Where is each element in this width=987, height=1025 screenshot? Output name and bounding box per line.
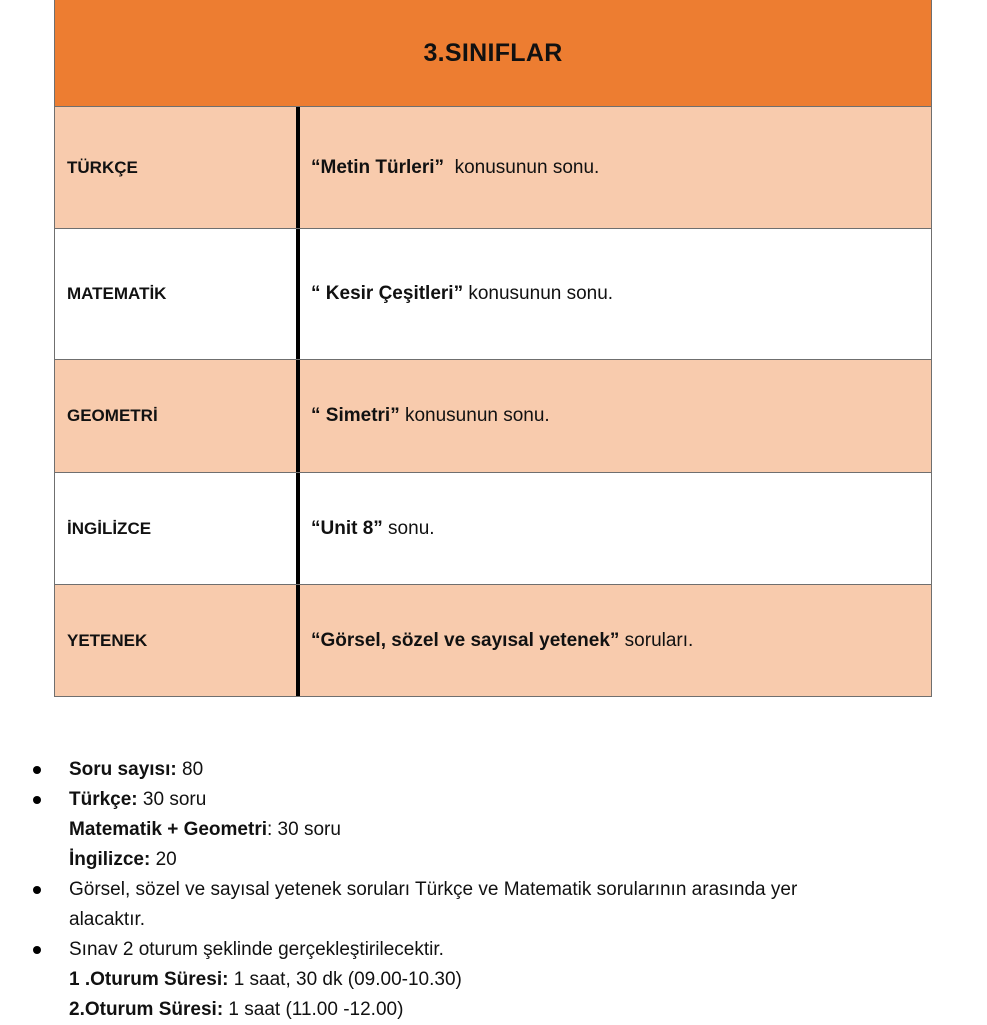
topic-title: “ Simetri”: [311, 405, 400, 426]
topic-title: “ Kesir Çeşitleri”: [311, 283, 464, 304]
topic-suffix: konusunun sonu.: [399, 405, 550, 426]
table-row: [55, 473, 931, 585]
english-value: 20: [150, 849, 177, 870]
table-row: [55, 360, 931, 473]
subject-cell: MATEMATİK: [55, 229, 300, 359]
session1-label: 1 .Oturum Süresi:: [69, 969, 229, 990]
curriculum-table: [54, 0, 932, 697]
notes-list: [30, 755, 950, 1025]
session1-value: 1 saat, 30 dk (09.00-10.30): [228, 969, 462, 990]
math-geometry-value: : 30 soru: [267, 819, 341, 840]
topic-cell: [300, 585, 931, 696]
aptitude-note-line1: Görsel, sözel ve sayısal yetenek soruları Türkçe ve Matematik sorularının arasında yer: [69, 879, 798, 900]
session-note: Sınav 2 oturum şeklinde gerçekleştirilecektir.: [69, 939, 444, 960]
list-item: [30, 875, 950, 935]
topic-suffix: soruları.: [619, 629, 694, 651]
aptitude-note-line2: alacaktır.: [69, 909, 146, 930]
bullet-icon: [33, 766, 41, 774]
subject-cell: İNGİLİZCE: [55, 473, 300, 584]
list-item: [30, 785, 950, 875]
topic-suffix: sonu.: [382, 517, 435, 539]
topic-cell: [300, 360, 931, 472]
session2-label: 2.Oturum Süresi:: [69, 999, 224, 1020]
question-count-value: 80: [176, 759, 204, 780]
table-row: [55, 585, 931, 696]
topic-title: “Görsel, sözel ve sayısal yetenek”: [311, 629, 620, 651]
subject-cell: YETENEK: [55, 585, 300, 696]
math-geometry-label: Matematik + Geometri: [69, 819, 267, 840]
topic-title: “Unit 8”: [311, 517, 383, 539]
table-title: 3.SINIFLAR: [423, 38, 563, 67]
turkish-value: 30 soru: [137, 789, 207, 810]
subject-cell: TÜRKÇE: [55, 107, 300, 228]
turkish-label: Türkçe:: [69, 789, 138, 810]
bullet-icon: [33, 886, 41, 894]
topic-cell: [300, 229, 931, 359]
topic-suffix: konusunun sonu.: [463, 283, 614, 304]
session2-value: 1 saat (11.00 -12.00): [223, 999, 404, 1020]
english-label: İngilizce:: [69, 849, 151, 870]
table-title-row: [55, 0, 931, 107]
list-item: [30, 935, 950, 1025]
topic-cell: [300, 107, 931, 228]
question-count-label: Soru sayısı:: [69, 759, 177, 780]
bullet-icon: [33, 796, 41, 804]
subject-cell: GEOMETRİ: [55, 360, 300, 472]
topic-title: “Metin Türleri”: [311, 156, 445, 178]
topic-suffix: konusunun sonu.: [444, 156, 600, 178]
table-row: [55, 229, 931, 360]
topic-cell: [300, 473, 931, 584]
bullet-icon: [33, 946, 41, 954]
list-item: [30, 755, 950, 785]
table-row: [55, 107, 931, 229]
